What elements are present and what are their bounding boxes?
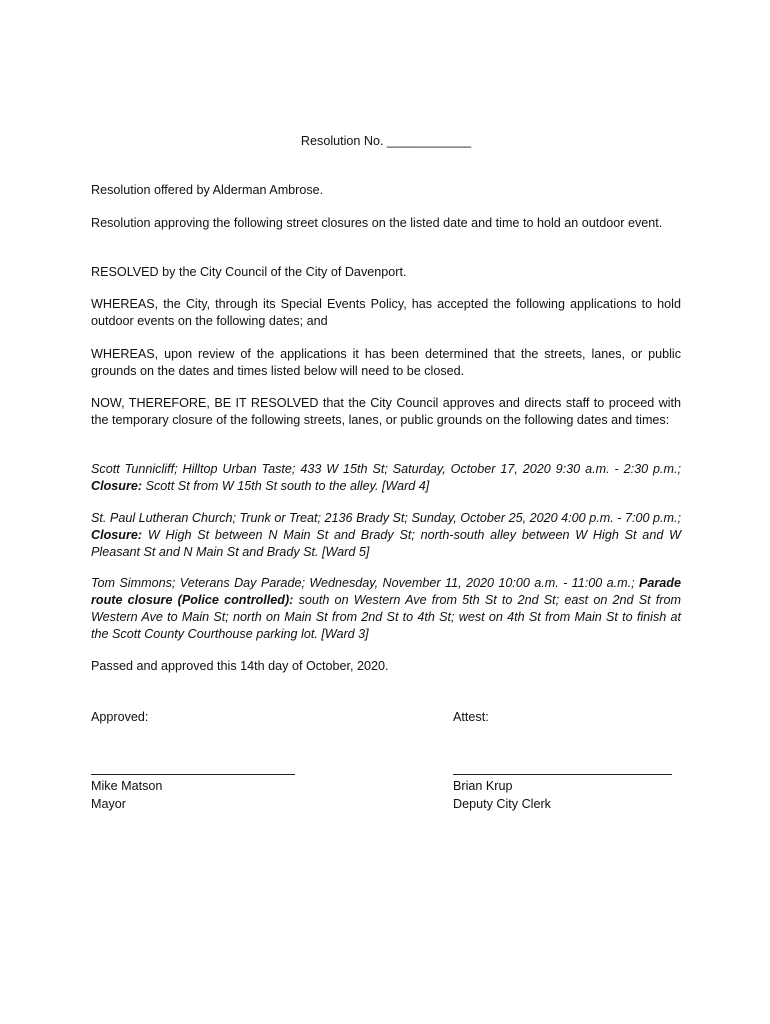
event-intro: St. Paul Lutheran Church; Trunk or Treat; 2136 Brady St; Sunday, October 25, 2020 4:00 p.m. - 7:00 p.m.; [91,511,681,525]
passed-paragraph: Passed and approved this 14th day of October, 2020. [91,659,389,673]
approving-paragraph: Resolution approving the following street closures on the listed date and time to hold an outdoor event. [91,216,663,230]
mayor-name: Mike Matson [91,779,163,793]
offered-by-paragraph: Resolution offered by Alderman Ambrose. [91,183,324,197]
document-page [91,0,681,1024]
event-intro: Tom Simmons; Veterans Day Parade; Wednesday, November 11, 2020 10:00 a.m. - 11:00 a.m.; [91,576,639,590]
whereas-paragraph-2: WHEREAS, upon review of the applications it has been determined that the streets, lanes, or public grounds on the dates and times listed below will need to be closed. [91,347,681,378]
whereas-paragraph-1: WHEREAS, the City, through its Special Events Policy, has accepted the following applications to hold outdoor events on the following dates; and [91,297,681,328]
event-item [91,575,681,643]
event-intro: Scott Tunnicliff; Hilltop Urban Taste; 433 W 15th St; Saturday, October 17, 2020 9:30 a.m. - 2:30 p.m.; [91,462,681,476]
clerk-name: Brian Krup [453,779,513,793]
event-item [91,461,681,495]
closure-text: W High St between N Main St and Brady St; north-south alley between W High St and W Pleasant St and N Main St and Brady St. [Ward 5] [91,528,681,559]
mayor-signature-line [91,774,295,775]
resolution-title: Resolution No. ____________ [300,134,472,148]
resolved-paragraph: RESOLVED by the City Council of the City of Davenport. [91,265,407,279]
now-therefore-paragraph: NOW, THEREFORE, BE IT RESOLVED that the City Council approves and directs staff to proceed with the temporary closure of the following streets, lanes, or public grounds on the following dates and times: [91,396,681,427]
closure-text: Scott St from W 15th St south to the alley. [Ward 4] [142,479,430,493]
closure-label: Closure: [91,528,143,542]
closure-label: Closure: [91,479,143,493]
attest-label: Attest: [453,710,489,724]
approved-label: Approved: [91,710,149,724]
clerk-signature-line [453,774,672,775]
clerk-title: Deputy City Clerk [453,797,551,811]
event-item [91,510,681,561]
mayor-title: Mayor [91,797,126,811]
closure-text: south on Western Ave from 5th St to 2nd St; east on 2nd St from Western Ave to Main St; north on Main St from 2nd St to 4th St; west on 4th St from Main St to finish at the Scott County Courthouse parking lot. [Ward 3] [91,593,681,641]
closure-label: Parade route closure (Police controlled): [91,576,681,607]
